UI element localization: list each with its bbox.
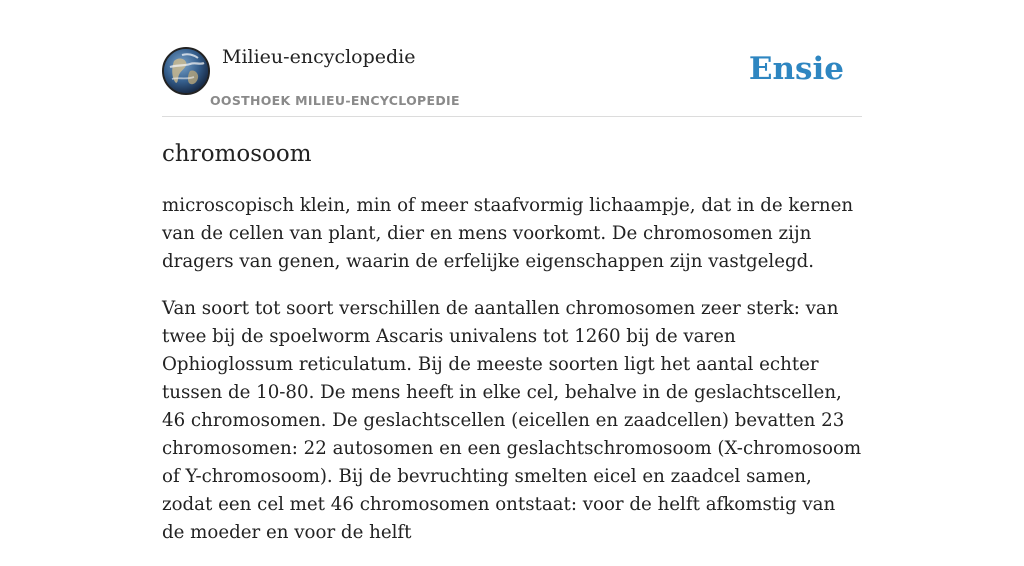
globe-graphic xyxy=(164,49,208,93)
entry-title: chromosoom xyxy=(162,141,312,167)
entry-paragraph-2: Van soort tot soort verschillen de aantallen chromosomen zeer sterk: van twee bij de spoelworm Ascaris univalens tot 1260 bij de varen Ophioglossum reticulatum. Bij de meeste soorten ligt het aantal echter tussen de 10-80. De mens heeft in elke cel, behalve in de geslachtscellen, 46 chromosomen. De geslachtscellen (eicellen en zaadcellen) bevatten 23 chromosomen: 22 autosomen en een geslachtschromosoom (X-chromosoom of Y-chromosoom). Bij de bevruchting smelten eicel en zaadcel samen, zodat een cel met 46 chromosomen ontstaat: voor de helft afkomstig van de moeder en voor de helft xyxy=(162,298,862,543)
earth-globe-icon[interactable] xyxy=(162,47,210,95)
entry-paragraph-1: microscopisch klein, min of meer staafvormig lichaampje, dat in de kernen van de cellen van plant, dier en mens voorkomt. De chromosomen zijn dragers van genen, waarin de erfelijke eigenschappen zijn vastgelegd. xyxy=(162,195,854,272)
site-header xyxy=(162,44,862,117)
site-subtitle: OOSTHOEK MILIEU-ENCYCLOPEDIE xyxy=(210,93,460,108)
brand-logo-link[interactable]: Ensie xyxy=(748,51,844,87)
entry-content xyxy=(162,138,862,566)
site-name-link[interactable]: Milieu-encyclopedie xyxy=(222,46,416,68)
